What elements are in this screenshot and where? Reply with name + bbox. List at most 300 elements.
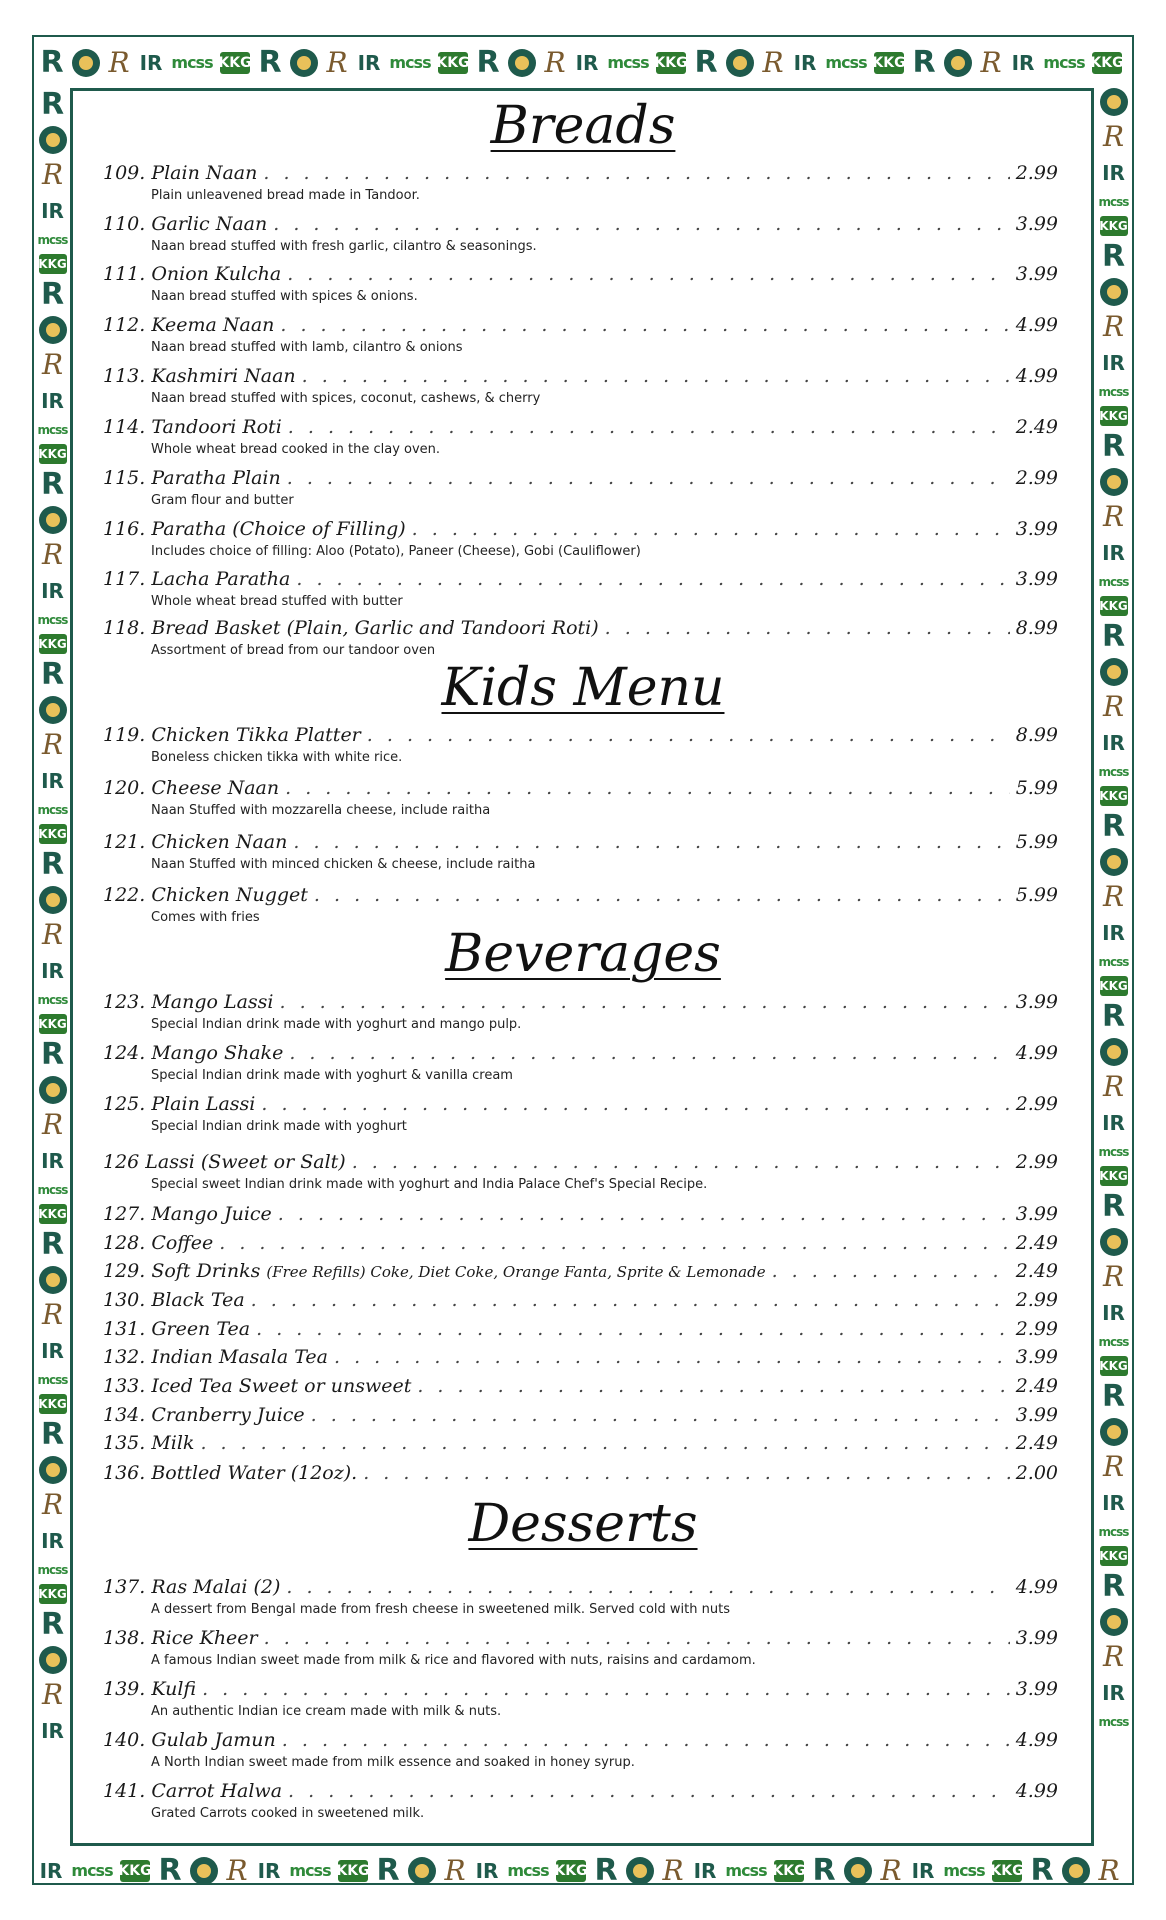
item-name: Plain Lassi <box>151 1093 256 1115</box>
item-number: 130. <box>103 1289 146 1311</box>
item-number: 123. <box>103 991 146 1013</box>
menu-item <box>103 1627 1058 1668</box>
item-description: Special sweet Indian drink made with yoghurt and India Palace Chef's Special Recipe. <box>151 1177 708 1192</box>
script-r-logo: R <box>41 918 64 951</box>
ir-logo: IR <box>41 959 64 983</box>
r-logo: R <box>40 277 65 312</box>
menu-item <box>103 365 1058 406</box>
item-number: 135. <box>103 1432 146 1454</box>
disc-logo <box>408 1857 436 1885</box>
ir-logo: IR <box>693 1859 717 1883</box>
script-r-logo: R <box>1102 310 1125 343</box>
mcss-logo: mcss <box>1098 1335 1129 1349</box>
kkg-logo: KKG <box>39 824 67 844</box>
kkg-logo: KKG <box>774 1860 804 1882</box>
dot-leader <box>363 1462 1009 1484</box>
menu-item-row <box>103 1203 1058 1225</box>
menu-item-row <box>103 1289 1058 1311</box>
r-logo: R <box>40 1607 65 1642</box>
dot-leader <box>287 263 1009 285</box>
kkg-logo: KKG <box>1100 1356 1128 1376</box>
item-number: 110. <box>103 213 146 235</box>
kkg-logo: KKG <box>1100 1546 1128 1566</box>
dot-leader <box>412 518 1010 540</box>
item-number: 140. <box>103 1729 146 1751</box>
menu-item-row <box>103 1576 1058 1598</box>
mcss-logo: mcss <box>1043 53 1085 72</box>
dot-leader <box>605 617 1010 639</box>
item-number: 137. <box>103 1576 146 1598</box>
item-price: 3.99 <box>1015 263 1058 285</box>
menu-item <box>103 831 1058 872</box>
menu-item-row <box>103 1232 1058 1254</box>
mcss-logo: mcss <box>389 53 431 72</box>
mcss-logo: mcss <box>37 423 68 437</box>
kkg-logo: KKG <box>1100 216 1128 236</box>
disc-logo <box>1100 1228 1128 1256</box>
item-name: Cranberry Juice <box>151 1404 305 1426</box>
dot-leader <box>278 1203 1010 1225</box>
item-description: Assortment of bread from our tandoor oven <box>151 643 436 658</box>
menu-item-row <box>103 1432 1058 1454</box>
ir-logo: IR <box>139 51 163 75</box>
mcss-logo: mcss <box>37 613 68 627</box>
dot-leader <box>314 884 1010 906</box>
menu-item <box>103 1151 1058 1192</box>
dot-leader <box>288 416 1010 438</box>
dot-leader <box>219 1232 1009 1254</box>
item-name: Bottled Water (12oz). <box>151 1462 358 1484</box>
item-number: 116. <box>103 518 146 540</box>
r-logo: R <box>912 45 936 80</box>
disc-logo <box>844 1857 872 1885</box>
dot-leader <box>280 314 1009 336</box>
item-price: 4.99 <box>1015 1042 1058 1064</box>
item-price: 2.99 <box>1015 1093 1058 1115</box>
mcss-logo: mcss <box>289 1861 331 1880</box>
ir-logo: IR <box>1102 731 1125 755</box>
item-description: Whole wheat bread cooked in the clay oven. <box>151 442 441 457</box>
kkg-logo: KKG <box>120 1860 150 1882</box>
dot-leader <box>251 1289 1010 1311</box>
r-logo: R <box>1101 429 1126 464</box>
item-name: Green Tea <box>151 1318 251 1340</box>
r-logo: R <box>258 45 282 80</box>
item-name: Paratha (Choice of Filling) <box>151 518 406 540</box>
script-r-logo: R <box>326 46 348 79</box>
kkg-logo: KKG <box>438 52 468 74</box>
disc-logo <box>1100 848 1128 876</box>
item-price: 3.99 <box>1015 1404 1058 1426</box>
menu-item <box>103 467 1058 508</box>
kkg-logo: KKG <box>656 52 686 74</box>
kkg-logo: KKG <box>39 634 67 654</box>
mcss-logo: mcss <box>1098 575 1129 589</box>
disc-logo <box>508 49 536 77</box>
item-price: 3.99 <box>1015 518 1058 540</box>
ir-logo: IR <box>41 1339 64 1363</box>
item-description: A dessert from Bengal made from fresh cheese in sweetened milk. Served cold with nuts <box>151 1602 730 1617</box>
menu-item-row <box>103 1404 1058 1426</box>
mcss-logo: mcss <box>1098 765 1129 779</box>
logo-border-bottom <box>38 1850 1130 1892</box>
menu-item-row <box>103 1042 1058 1064</box>
ir-logo: IR <box>41 579 64 603</box>
menu-item-row <box>103 1627 1058 1649</box>
disc-logo <box>626 1857 654 1885</box>
script-r-logo: R <box>1102 1260 1125 1293</box>
ir-logo: IR <box>257 1859 281 1883</box>
kkg-logo: KKG <box>39 1584 67 1604</box>
ir-logo: IR <box>41 1719 64 1743</box>
item-name: Onion Kulcha <box>151 263 282 285</box>
menu-item-row <box>103 617 1058 639</box>
dot-leader <box>772 1260 1010 1282</box>
item-name: Paratha Plain <box>151 467 281 489</box>
disc-logo <box>39 1076 67 1104</box>
script-r-logo: R <box>41 728 64 761</box>
dot-leader <box>256 1318 1010 1340</box>
script-r-logo: R <box>762 46 784 79</box>
item-price: 5.99 <box>1015 777 1058 799</box>
disc-logo <box>1100 1038 1128 1066</box>
ir-logo: IR <box>1102 161 1125 185</box>
dot-leader <box>264 1627 1010 1649</box>
menu-item-row <box>103 1151 1058 1173</box>
r-logo: R <box>594 1853 618 1888</box>
menu-item-row <box>103 314 1058 336</box>
section-title-kids-menu: Kids Menu <box>441 658 725 718</box>
dot-leader <box>286 1576 1009 1598</box>
logo-border-top <box>38 42 1130 84</box>
r-logo: R <box>476 45 500 80</box>
item-description: Boneless chicken tikka with white rice. <box>151 750 403 765</box>
item-price: 4.99 <box>1015 1576 1058 1598</box>
item-description: Naan bread stuffed with fresh garlic, cilantro & seasonings. <box>151 239 537 254</box>
r-logo: R <box>1101 1379 1126 1414</box>
script-r-logo: R <box>41 158 64 191</box>
menu-item <box>103 213 1058 254</box>
item-number: 121. <box>103 831 146 853</box>
menu-item <box>103 991 1058 1032</box>
r-logo: R <box>1101 1189 1126 1224</box>
menu-item-row <box>103 518 1058 540</box>
item-price: 2.49 <box>1015 416 1058 438</box>
mcss-logo: mcss <box>37 1183 68 1197</box>
mcss-logo: mcss <box>725 1861 767 1880</box>
disc-logo <box>1062 1857 1090 1885</box>
item-price: 8.99 <box>1015 617 1058 639</box>
menu-item-row <box>103 365 1058 387</box>
item-name: Mango Lassi <box>151 991 274 1013</box>
item-number: 111. <box>103 263 146 285</box>
kkg-logo: KKG <box>338 1860 368 1882</box>
item-name: Indian Masala Tea <box>151 1346 328 1368</box>
dot-leader <box>200 1432 1009 1454</box>
item-name: Lacha Paratha <box>151 568 291 590</box>
dot-leader <box>289 1042 1009 1064</box>
item-name: Black Tea <box>151 1289 245 1311</box>
dot-leader <box>288 1780 1010 1802</box>
menu-item <box>103 1260 1058 1282</box>
ir-logo: IR <box>575 51 599 75</box>
item-price: 2.99 <box>1015 1151 1058 1173</box>
item-description: Gram flour and butter <box>151 493 294 508</box>
script-r-logo: R <box>41 1298 64 1331</box>
r-logo: R <box>812 1853 836 1888</box>
dot-leader <box>273 213 1009 235</box>
mcss-logo: mcss <box>1098 955 1129 969</box>
ir-logo: IR <box>357 51 381 75</box>
ir-logo: IR <box>41 1529 64 1553</box>
menu-item <box>103 1346 1058 1368</box>
item-price: 5.99 <box>1015 831 1058 853</box>
kkg-logo: KKG <box>39 444 67 464</box>
mcss-logo: mcss <box>1098 1715 1129 1729</box>
menu-item <box>103 884 1058 925</box>
item-name: Kashmiri Naan <box>151 365 296 387</box>
item-number: 138. <box>103 1627 146 1649</box>
item-number: 127. <box>103 1203 146 1225</box>
item-number: 128. <box>103 1232 146 1254</box>
disc-logo <box>39 316 67 344</box>
menu-item-row <box>103 568 1058 590</box>
item-description: Whole wheat bread stuffed with butter <box>151 594 403 609</box>
mcss-logo: mcss <box>37 993 68 1007</box>
r-logo: R <box>1101 1569 1126 1604</box>
kkg-logo: KKG <box>39 1204 67 1224</box>
item-description: Naan bread stuffed with spices & onions. <box>151 289 418 304</box>
script-r-logo: R <box>41 1108 64 1141</box>
kkg-logo: KKG <box>39 254 67 274</box>
dot-leader <box>296 568 1009 590</box>
item-price: 2.49 <box>1015 1232 1058 1254</box>
item-name: Mango Shake <box>151 1042 284 1064</box>
dot-leader <box>285 777 1010 799</box>
item-description: Special Indian drink made with yoghurt <box>151 1119 407 1134</box>
script-r-logo: R <box>1102 1450 1125 1483</box>
dot-leader <box>334 1346 1010 1368</box>
item-description: Special Indian drink made with yoghurt and mango pulp. <box>151 1017 522 1032</box>
item-number: 125. <box>103 1093 146 1115</box>
script-r-logo: R <box>1102 120 1125 153</box>
item-number: 133. <box>103 1375 146 1397</box>
menu-item <box>103 1678 1058 1719</box>
r-logo: R <box>40 45 64 80</box>
dot-leader <box>287 467 1010 489</box>
script-r-logo: R <box>544 46 566 79</box>
ir-logo: IR <box>39 1859 63 1883</box>
item-name: Bread Basket (Plain, Garlic and Tandoori Roti) <box>151 617 599 639</box>
menu-item <box>103 1232 1058 1254</box>
item-description: Plain unleavened bread made in Tandoor. <box>151 188 420 203</box>
item-number: 122. <box>103 884 146 906</box>
menu-item-row <box>103 777 1058 799</box>
item-price: 3.99 <box>1015 1678 1058 1700</box>
item-name: Gulab Jamun <box>151 1729 276 1751</box>
item-price: 3.99 <box>1015 1203 1058 1225</box>
script-r-logo: R <box>41 1488 64 1521</box>
section-title-breads: Breads <box>490 96 676 156</box>
item-number: 109. <box>103 162 146 184</box>
item-name: Tandoori Roti <box>151 416 282 438</box>
ir-logo: IR <box>1102 1111 1125 1135</box>
mcss-logo: mcss <box>1098 1525 1129 1539</box>
menu-item <box>103 1203 1058 1225</box>
mcss-logo: mcss <box>71 1861 113 1880</box>
menu-item <box>103 416 1058 457</box>
r-logo: R <box>376 1853 400 1888</box>
menu-item-row <box>103 263 1058 285</box>
menu-item <box>103 314 1058 355</box>
menu-item-row <box>103 162 1058 184</box>
item-number: 132. <box>103 1346 146 1368</box>
kkg-logo: KKG <box>220 52 250 74</box>
mcss-logo: mcss <box>1098 1145 1129 1159</box>
item-number: 134. <box>103 1404 146 1426</box>
menu-item-row <box>103 1678 1058 1700</box>
kkg-logo: KKG <box>1100 976 1128 996</box>
item-price: 2.49 <box>1015 1260 1058 1282</box>
menu-item-row <box>103 1346 1058 1368</box>
script-r-logo: R <box>1098 1854 1120 1887</box>
kkg-logo: KKG <box>39 1394 67 1414</box>
disc-logo <box>39 1646 67 1674</box>
item-description: Includes choice of filling: Aloo (Potato), Paneer (Cheese), Gobi (Cauliflower) <box>151 544 641 559</box>
disc-logo <box>39 886 67 914</box>
r-logo: R <box>40 657 65 692</box>
item-price: 2.00 <box>1015 1462 1058 1484</box>
item-number: 131. <box>103 1318 146 1340</box>
script-r-logo: R <box>1102 690 1125 723</box>
menu-item <box>103 1093 1058 1134</box>
kkg-logo: KKG <box>1100 786 1128 806</box>
item-number: 124. <box>103 1042 146 1064</box>
mcss-logo: mcss <box>943 1861 985 1880</box>
script-r-logo: R <box>662 1854 684 1887</box>
item-number: 129. <box>103 1260 146 1282</box>
menu-item <box>103 518 1058 559</box>
item-name: Milk <box>151 1432 195 1454</box>
menu-item-row <box>103 884 1058 906</box>
script-r-logo: R <box>41 348 64 381</box>
item-description: Grated Carrots cooked in sweetened milk. <box>151 1806 425 1821</box>
item-number: 117. <box>103 568 146 590</box>
menu-item-row <box>103 416 1058 438</box>
r-logo: R <box>158 1853 182 1888</box>
item-name: Ras Malai (2) <box>151 1576 281 1598</box>
item-price: 3.99 <box>1015 991 1058 1013</box>
item-price: 4.99 <box>1015 1729 1058 1751</box>
mcss-logo: mcss <box>1098 385 1129 399</box>
item-description: Naan Stuffed with mozzarella cheese, include raitha <box>151 803 491 818</box>
kkg-logo: KKG <box>1100 596 1128 616</box>
item-number: 114. <box>103 416 146 438</box>
dot-leader <box>293 831 1009 853</box>
menu-item-row <box>103 724 1058 746</box>
script-r-logo: R <box>1102 1640 1125 1673</box>
mcss-logo: mcss <box>607 53 649 72</box>
menu-item-row <box>103 1260 1058 1282</box>
r-logo: R <box>1101 999 1126 1034</box>
script-r-logo: R <box>41 1678 64 1711</box>
item-number: 115. <box>103 467 146 489</box>
item-price: 4.99 <box>1015 314 1058 336</box>
disc-logo <box>726 49 754 77</box>
menu-item <box>103 1404 1058 1426</box>
script-r-logo: R <box>1102 500 1125 533</box>
menu-item-row <box>103 213 1058 235</box>
item-price: 2.99 <box>1015 467 1058 489</box>
r-logo: R <box>40 1417 65 1452</box>
menu-item <box>103 1576 1058 1617</box>
ir-logo: IR <box>1102 1491 1125 1515</box>
item-number: 113. <box>103 365 146 387</box>
disc-logo <box>72 49 100 77</box>
mcss-logo: mcss <box>37 803 68 817</box>
item-name: Rice Kheer <box>151 1627 258 1649</box>
item-price: 5.99 <box>1015 884 1058 906</box>
item-description: Naan bread stuffed with lamb, cilantro & onions <box>151 340 463 355</box>
menu-item <box>103 263 1058 304</box>
menu-item <box>103 1462 1058 1484</box>
item-price: 3.99 <box>1015 213 1058 235</box>
item-name: Chicken Nugget <box>151 884 308 906</box>
menu-item <box>103 724 1058 765</box>
item-description: Naan bread stuffed with spices, coconut, cashews, & cherry <box>151 391 541 406</box>
disc-logo <box>39 1456 67 1484</box>
section-title-beverages: Beverages <box>445 924 721 984</box>
disc-logo <box>39 506 67 534</box>
item-name: Lassi (Sweet or Salt) <box>145 1151 346 1173</box>
script-r-logo: R <box>226 1854 248 1887</box>
section-title-desserts: Desserts <box>468 1494 698 1554</box>
item-number: 136. <box>103 1462 146 1484</box>
menu-item-row <box>103 1729 1058 1751</box>
ir-logo: IR <box>1102 1301 1125 1325</box>
item-description: A famous Indian sweet made from milk & rice and flavored with nuts, raisins and cardamom. <box>151 1653 756 1668</box>
item-name: Chicken Tikka Platter <box>151 724 361 746</box>
ir-logo: IR <box>911 1859 935 1883</box>
mcss-logo: mcss <box>37 233 68 247</box>
item-price: 2.49 <box>1015 1375 1058 1397</box>
mcss-logo: mcss <box>171 53 213 72</box>
item-name: Keema Naan <box>151 314 275 336</box>
script-r-logo: R <box>880 1854 902 1887</box>
script-r-logo: R <box>1102 880 1125 913</box>
menu-item <box>103 162 1058 203</box>
menu-item-row <box>103 1462 1058 1484</box>
item-note: (Free Refills) Coke, Diet Coke, Orange Fanta, Sprite & Lemonade <box>266 1263 766 1281</box>
dot-leader <box>280 991 1010 1013</box>
dot-leader <box>417 1375 1009 1397</box>
item-name: Garlic Naan <box>151 213 268 235</box>
script-r-logo: R <box>980 46 1002 79</box>
menu-item <box>103 1318 1058 1340</box>
r-logo: R <box>1101 239 1126 274</box>
menu-item-row <box>103 1093 1058 1115</box>
item-name: Chicken Naan <box>151 831 288 853</box>
kkg-logo: KKG <box>556 1860 586 1882</box>
item-number: 120. <box>103 777 146 799</box>
dot-leader <box>261 1093 1009 1115</box>
item-price: 2.99 <box>1015 1289 1058 1311</box>
r-logo: R <box>694 45 718 80</box>
dot-leader <box>202 1678 1010 1700</box>
r-logo: R <box>40 467 65 502</box>
item-price: 3.99 <box>1015 1627 1058 1649</box>
mcss-logo: mcss <box>37 1563 68 1577</box>
